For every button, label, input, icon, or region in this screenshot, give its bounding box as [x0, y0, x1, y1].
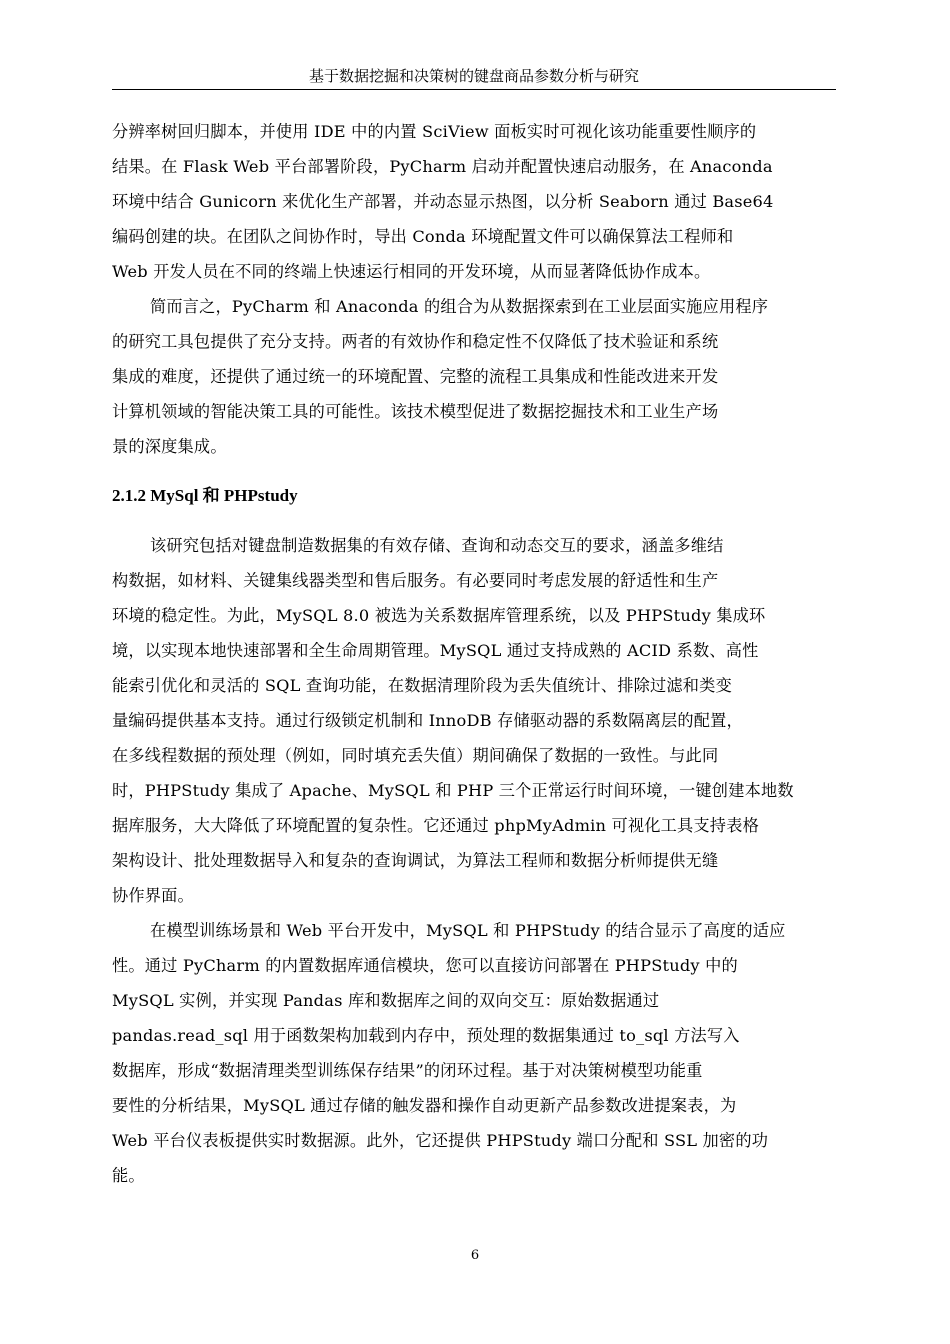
text-line: 简而言之，PyCharm 和 Anaconda 的组合为从数据探索到在工业层面实施应用程序: [150, 297, 769, 316]
text-line: Web 平台仪表板提供实时数据源。此外，它还提供 PHPStudy 端口分配和 SSL 加密的功: [112, 1131, 769, 1150]
text-line: 结果。在 Flask Web 平台部署阶段，PyCharm 启动并配置快速启动服务，在 Anaconda: [112, 157, 773, 176]
page-number: 6: [470, 1248, 480, 1263]
text-line: 性。通过 PyCharm 的内置数据库通信模块，您可以直接访问部署在 PHPStudy 中的: [112, 956, 738, 975]
section-heading: 2.1.2 MySql 和 PHPstudy: [112, 486, 298, 505]
text-line: MySQL 实例，并实现 Pandas 库和数据库之间的双向交互：原始数据通过: [112, 991, 660, 1010]
text-line: 环境中结合 Gunicorn 来优化生产部署，并动态显示热图，以分析 Seaborn 通过 Base64: [112, 192, 774, 211]
text-line: 构数据，如材料、关键集线器类型和售后服务。有必要同时考虑发展的舒适性和生产: [112, 571, 719, 590]
text-line: 在模型训练场景和 Web 平台开发中，MySQL 和 PHPStudy 的结合显示了高度的适应: [150, 921, 786, 940]
text-line: 分辨率树回归脚本，并使用 IDE 中的内置 SciView 面板实时可视化该功能重要性顺序的: [112, 122, 757, 141]
text-line: 要性的分析结果，MySQL 通过存储的触发器和操作自动更新产品参数改进提案表，为: [112, 1096, 737, 1115]
text-line: Web 开发人员在不同的终端上快速运行相同的开发环境，从而显著降低协作成本。: [112, 262, 711, 281]
text-line: 在多线程数据的预处理（例如，同时填充丢失值）期间确保了数据的一致性。与此同: [112, 746, 719, 765]
text-line: 的研究工具包提供了充分支持。两者的有效协作和稳定性不仅降低了技术验证和系统: [112, 332, 719, 351]
text-line: 计算机领域的智能决策工具的可能性。该技术模型促进了数据挖掘技术和工业生产场: [112, 402, 719, 421]
text-line: 该研究包括对键盘制造数据集的有效存储、查询和动态交互的要求，涵盖多维结: [150, 536, 724, 555]
text-line: 编码创建的块。在团队之间协作时，导出 Conda 环境配置文件可以确保算法工程师和: [112, 227, 734, 246]
text-line: 境，以实现本地快速部署和全生命周期管理。MySQL 通过支持成熟的 ACID 系数、高性: [112, 641, 759, 660]
text-line: 集成的难度，还提供了通过统一的环境配置、完整的流程工具集成和性能改进来开发: [112, 367, 719, 386]
text-line: 环境的稳定性。为此，MySQL 8.0 被选为关系数据库管理系统，以及 PHPStudy 集成环: [112, 606, 766, 625]
text-line: 据库服务，大大降低了环境配置的复杂性。它还通过 phpMyAdmin 可视化工具支持表格: [112, 816, 759, 835]
text-line: 能索引优化和灵活的 SQL 查询功能，在数据清理阶段为丢失值统计、排除过滤和类变: [112, 676, 732, 695]
running-header: 基于数据挖掘和决策树的键盘商品参数分析与研究: [308, 67, 639, 85]
text-line: 景的深度集成。: [112, 437, 227, 456]
text-line: 架构设计、批处理数据导入和复杂的查询调试，为算法工程师和数据分析师提供无缝: [112, 851, 719, 870]
text-line: 时，PHPStudy 集成了 Apache、MySQL 和 PHP 三个正常运行时间环境，一键创建本地数: [112, 781, 794, 800]
text-line: 协作界面。: [112, 886, 194, 905]
text-line: 数据库，形成“数据清理类型训练保存结果”的闭环过程。基于对决策树模型功能重: [112, 1061, 703, 1080]
text-line: 量编码提供基本支持。通过行级锁定机制和 InnoDB 存储驱动器的系数隔离层的配置，: [112, 711, 743, 730]
header-rule: [112, 89, 836, 90]
text-line: pandas.read_sql 用于函数架构加载到内存中，预处理的数据集通过 to_sql 方法写入: [112, 1026, 740, 1045]
text-line: 能。: [112, 1166, 145, 1185]
